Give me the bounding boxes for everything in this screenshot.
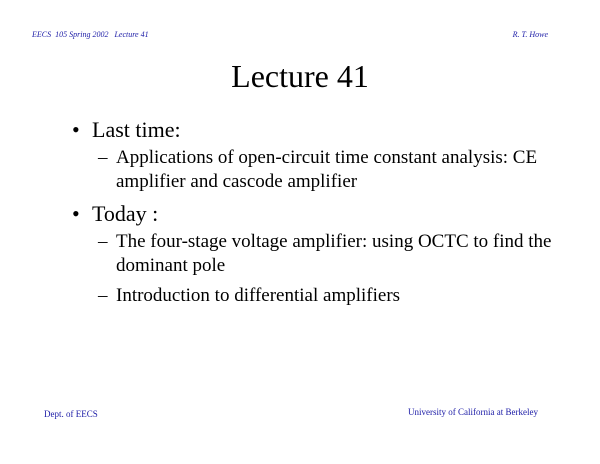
dash-mark: – bbox=[98, 147, 108, 168]
sub-item-text: The four-stage voltage amplifier: using OCTC to find the dominant pole bbox=[116, 231, 552, 276]
slide-title: Lecture 41 bbox=[231, 58, 369, 94]
bullet-today bbox=[70, 200, 570, 228]
course-header: EECS 105 Spring 2002 Lecture 41 bbox=[32, 30, 149, 39]
bullet-text: Last time: bbox=[92, 117, 181, 142]
sub-list-last-time bbox=[70, 146, 570, 194]
author-header: R. T. Howe bbox=[512, 30, 548, 39]
sub-list-today bbox=[70, 230, 570, 308]
bullet-text: Today : bbox=[92, 201, 159, 226]
sub-item bbox=[70, 284, 570, 308]
department-footer: Dept. of EECS bbox=[44, 409, 98, 419]
sub-item-text: Applications of open-circuit time constant analysis: CE amplifier and cascode amplifier bbox=[116, 147, 538, 192]
bullet-list bbox=[70, 116, 570, 314]
dash-mark: – bbox=[98, 231, 108, 252]
sub-item bbox=[70, 146, 570, 194]
bullet-last-time bbox=[70, 116, 570, 144]
bullet-dot: • bbox=[72, 201, 80, 226]
sub-item bbox=[70, 230, 570, 278]
sub-item-text: Introduction to differential amplifiers bbox=[116, 285, 401, 306]
university-footer: University of California at Berkeley bbox=[408, 407, 538, 417]
dash-mark: – bbox=[98, 285, 108, 306]
bullet-dot: • bbox=[72, 117, 80, 142]
